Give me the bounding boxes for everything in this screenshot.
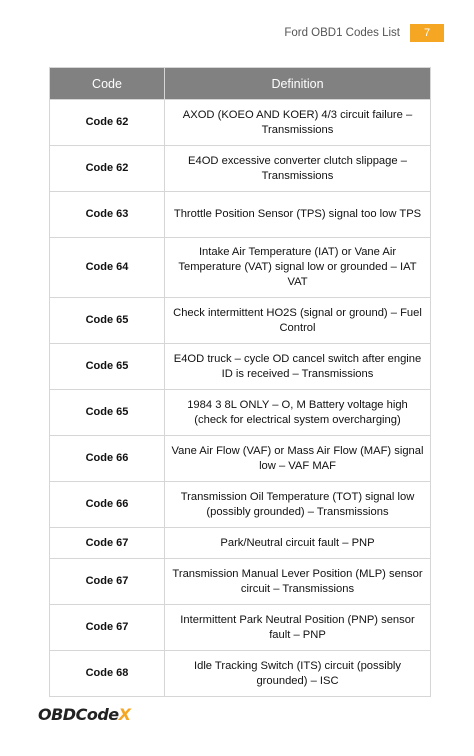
table-row [50, 436, 431, 482]
code-cell: Code 68 [50, 651, 165, 697]
table-header-row [50, 68, 431, 100]
logo-main-text: OBDCode [38, 705, 119, 724]
logo-accent-text: X [118, 705, 131, 724]
code-cell: Code 64 [50, 238, 165, 298]
definition-cell: Throttle Position Sensor (TPS) signal too low TPS [165, 192, 431, 238]
page-header [284, 24, 444, 42]
code-cell: Code 63 [50, 192, 165, 238]
table-row [50, 528, 431, 559]
table-row [50, 100, 431, 146]
definition-cell: E4OD excessive converter clutch slippage – Transmissions [165, 146, 431, 192]
obdcodex-logo [38, 705, 130, 724]
table-row [50, 192, 431, 238]
definition-cell: Intermittent Park Neutral Position (PNP) sensor fault – PNP [165, 605, 431, 651]
code-cell: Code 65 [50, 298, 165, 344]
definition-cell: Check intermittent HO2S (signal or ground) – Fuel Control [165, 298, 431, 344]
definition-cell: Transmission Manual Lever Position (MLP) sensor circuit – Transmissions [165, 559, 431, 605]
table-row [50, 482, 431, 528]
page-number-badge: 7 [410, 24, 444, 42]
document-title: Ford OBD1 Codes List [284, 27, 400, 39]
definition-cell: AXOD (KOEO AND KOER) 4/3 circuit failure – Transmissions [165, 100, 431, 146]
code-cell: Code 67 [50, 559, 165, 605]
definition-cell: Park/Neutral circuit fault – PNP [165, 528, 431, 559]
code-cell: Code 66 [50, 482, 165, 528]
table-row [50, 559, 431, 605]
definition-cell: Idle Tracking Switch (ITS) circuit (possibly grounded) – ISC [165, 651, 431, 697]
column-header-code: Code [50, 68, 165, 100]
definition-cell: 1984 3 8L ONLY – O, M Battery voltage high (check for electrical system overcharging) [165, 390, 431, 436]
codes-table [49, 67, 431, 697]
code-cell: Code 62 [50, 146, 165, 192]
table-row [50, 344, 431, 390]
definition-cell: Intake Air Temperature (IAT) or Vane Air Temperature (VAT) signal low or grounded – IAT VAT [165, 238, 431, 298]
definition-cell: E4OD truck – cycle OD cancel switch after engine ID is received – Transmissions [165, 344, 431, 390]
code-cell: Code 67 [50, 528, 165, 559]
code-cell: Code 65 [50, 390, 165, 436]
code-cell: Code 62 [50, 100, 165, 146]
code-cell: Code 65 [50, 344, 165, 390]
code-cell: Code 67 [50, 605, 165, 651]
table-row [50, 298, 431, 344]
definition-cell: Vane Air Flow (VAF) or Mass Air Flow (MAF) signal low – VAF MAF [165, 436, 431, 482]
definition-cell: Transmission Oil Temperature (TOT) signal low (possibly grounded) – Transmissions [165, 482, 431, 528]
table-row [50, 390, 431, 436]
table-row [50, 146, 431, 192]
column-header-definition: Definition [165, 68, 431, 100]
table-row [50, 238, 431, 298]
code-cell: Code 66 [50, 436, 165, 482]
table-row [50, 651, 431, 697]
table-row [50, 605, 431, 651]
